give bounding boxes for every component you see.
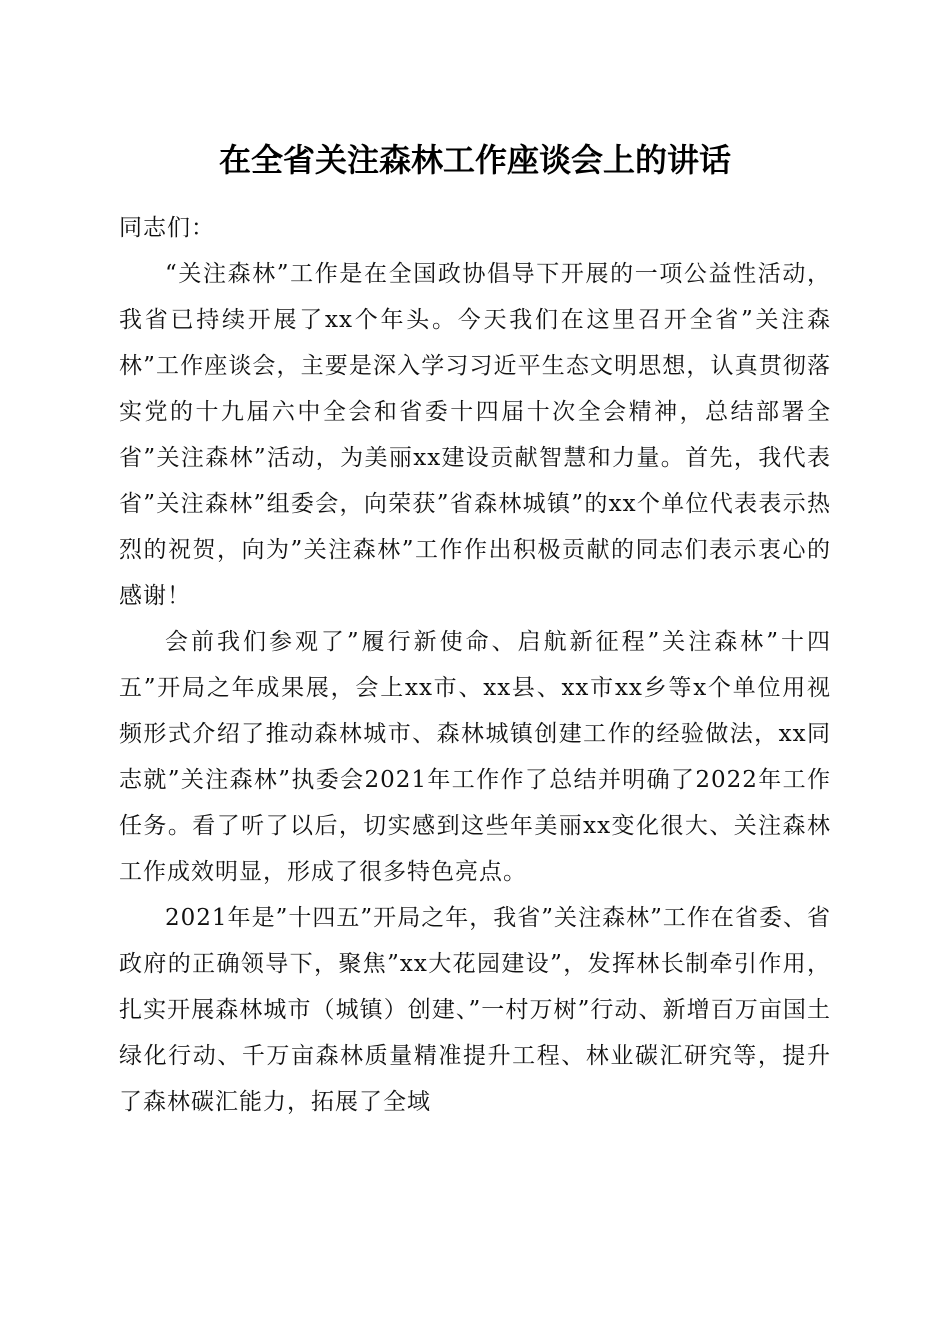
paragraph-3: 2021年是”十四五”开局之年，我省”关注森林”工作在省委、省政府的正确领导下，聚焦”xx大花园建设”，发挥林长制牵引作用，扎实开展森林城市（城镇）创建、”一村万树”行动、新增百万亩国土绿化行动、千万亩森林质量精准提升工程、林业碳汇研究等，提升了森林碳汇能力，拓展了全域 [119,905,831,1115]
document-title: 在全省关注森林工作座谈会上的讲话 [218,141,731,179]
salutation: 同志们： [119,215,215,241]
document-body [119,205,831,1125]
paragraph-2: 会前我们参观了”履行新使命、启航新征程”关注森林”十四五”开局之年成果展，会上xx市、xx县、xx市xx乡等x个单位用视频形式介绍了推动森林城市、森林城镇创建工作的经验做法，xx同志就”关注森林”执委会2021年工作作了总结并明确了2022年工作任务。看了听了以后，切实感到这些年美丽xx变化很大、关注森林工作成效明显，形成了很多特色亮点。 [119,629,831,885]
paragraph-1: “关注森林”工作是在全国政协倡导下开展的一项公益性活动，我省已持续开展了xx个年头。今天我们在这里召开全省”关注森林”工作座谈会，主要是深入学习习近平生态文明思想，认真贯彻落实党的十九届六中全会和省委十四届十次全会精神，总结部署全省”关注森林”活动，为美丽xx建设贡献智慧和力量。首先，我代表省”关注森林”组委会，向荣获”省森林城镇”的xx个单位代表表示热烈的祝贺，向为”关注森林”工作作出积极贡献的同志们表示衷心的感谢！ [119,261,831,609]
